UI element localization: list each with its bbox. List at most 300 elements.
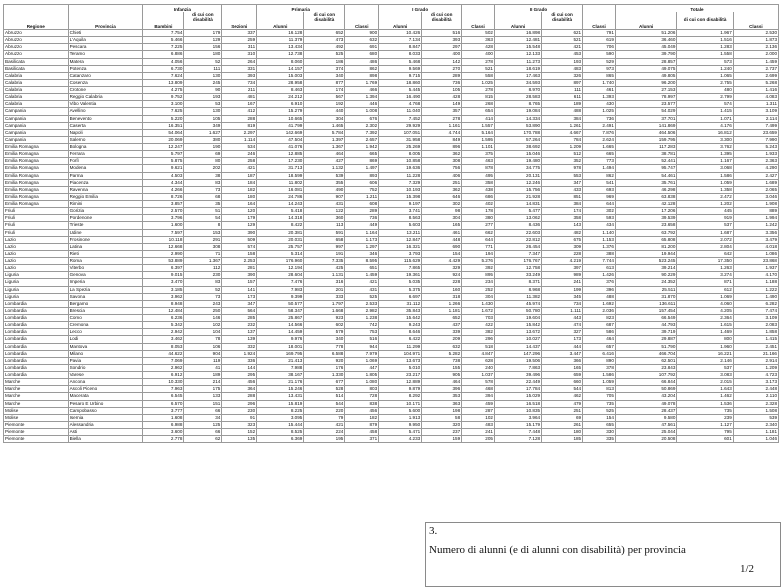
table-cell: 3.857 bbox=[143, 201, 184, 208]
col-header-bambini: Bambini bbox=[143, 22, 184, 30]
table-cell: 340 bbox=[304, 336, 345, 343]
table-cell: 488 bbox=[542, 108, 583, 115]
table-cell: 2.015 bbox=[677, 379, 733, 386]
table-cell: 12.668 bbox=[143, 243, 184, 250]
table-cell: 16.351 bbox=[143, 122, 184, 129]
table-cell: 1.242 bbox=[733, 222, 778, 229]
table-cell: 382 bbox=[462, 329, 495, 336]
table-cell: 191 bbox=[304, 250, 345, 257]
table-cell: 795 bbox=[677, 429, 733, 436]
table-cell: 422 bbox=[462, 322, 495, 329]
table-cell: 23.843 bbox=[615, 364, 677, 371]
table-cell: 1.140 bbox=[583, 229, 616, 236]
table-cell: 4.723 bbox=[733, 372, 778, 379]
table-cell: 586 bbox=[583, 329, 616, 336]
table-cell: 2.146 bbox=[677, 357, 733, 364]
table-cell: 464 bbox=[583, 336, 616, 343]
table-cell: 44.793 bbox=[615, 322, 677, 329]
table-cell: 1.595 bbox=[462, 136, 495, 143]
table-cell: 431 bbox=[304, 201, 345, 208]
cell-provincia: Isernia bbox=[68, 414, 143, 421]
table-row bbox=[4, 407, 779, 414]
table-cell: 427 bbox=[304, 158, 345, 165]
table-cell: 12.194 bbox=[257, 265, 304, 272]
table-cell: 47.504 bbox=[257, 136, 304, 143]
table-cell: 29.887 bbox=[615, 336, 677, 343]
table-cell: 6.397 bbox=[143, 265, 184, 272]
table-cell: 12.484 bbox=[143, 307, 184, 314]
table-cell: 525 bbox=[304, 51, 345, 58]
table-cell: 10.171 bbox=[379, 400, 422, 407]
table-cell: 8 bbox=[184, 222, 222, 229]
table-row bbox=[4, 350, 779, 357]
table-cell: 5.418 bbox=[257, 208, 304, 215]
table-cell: 18.860 bbox=[379, 79, 422, 86]
table-cell: 440 bbox=[304, 108, 345, 115]
table-row bbox=[4, 165, 779, 172]
table-cell: 590 bbox=[583, 51, 616, 58]
table-cell: 553 bbox=[542, 172, 583, 179]
table-cell: 4.170 bbox=[733, 272, 778, 279]
table-row bbox=[4, 129, 779, 136]
table-cell: 606 bbox=[345, 179, 379, 186]
table-cell: 8.225 bbox=[257, 407, 304, 414]
table-row bbox=[4, 51, 779, 58]
table-cell: 105 bbox=[422, 87, 462, 94]
table-cell: 652 bbox=[304, 30, 345, 37]
table-cell: 41 bbox=[184, 364, 222, 371]
table-cell: 388 bbox=[583, 250, 616, 257]
col-header-alunni-totale: Alunni bbox=[615, 22, 677, 30]
table-cell: 644 bbox=[583, 201, 616, 208]
table-cell: 690 bbox=[422, 243, 462, 250]
table-cell: 16.490 bbox=[379, 94, 422, 101]
table-cell: 1.330 bbox=[304, 372, 345, 379]
table-cell: 574 bbox=[677, 101, 733, 108]
col-header-classi-totale: Classi bbox=[733, 22, 778, 30]
table-cell: 43.204 bbox=[615, 393, 677, 400]
table-cell: 3.600 bbox=[143, 429, 184, 436]
table-cell: 1.600 bbox=[143, 222, 184, 229]
table-cell: 49.075 bbox=[615, 65, 677, 72]
table-cell: 363 bbox=[462, 37, 495, 44]
table-cell: 12.889 bbox=[379, 379, 422, 386]
cell-provincia: Genova bbox=[68, 272, 143, 279]
table-cell: 2.340 bbox=[733, 421, 778, 428]
table-cell: 117.283 bbox=[615, 144, 677, 151]
table-cell: 1.942 bbox=[345, 144, 379, 151]
table-cell: 1.202 bbox=[677, 201, 733, 208]
cell-regione: Lazio bbox=[4, 250, 69, 257]
table-cell: 38.692 bbox=[494, 144, 541, 151]
table-cell: 1.240 bbox=[677, 65, 733, 72]
table-cell: 1.132 bbox=[304, 165, 345, 172]
table-cell: 803 bbox=[345, 386, 379, 393]
table-row bbox=[4, 144, 779, 151]
table-cell: 3.741 bbox=[379, 208, 422, 215]
table-cell: 362 bbox=[422, 151, 462, 158]
table-row bbox=[4, 136, 779, 143]
table-cell: 646 bbox=[422, 193, 462, 200]
caption-number: 3. bbox=[429, 525, 438, 537]
table-cell: 130 bbox=[184, 108, 222, 115]
table-cell: 149 bbox=[422, 101, 462, 108]
table-cell: 890 bbox=[583, 357, 616, 364]
table-cell: 139 bbox=[222, 336, 257, 343]
table-cell: 304 bbox=[462, 293, 495, 300]
cell-provincia: Macerata bbox=[68, 393, 143, 400]
table-cell: 289 bbox=[422, 72, 462, 79]
table-cell: 3.109 bbox=[733, 108, 778, 115]
table-cell: 11.379 bbox=[257, 37, 304, 44]
table-cell: 1.586 bbox=[677, 172, 733, 179]
table-cell: 1.297 bbox=[345, 243, 379, 250]
table-cell: 1.960 bbox=[677, 343, 733, 350]
table-cell: 396 bbox=[583, 286, 616, 293]
table-cell: 4.266 bbox=[143, 186, 184, 193]
table-cell: 331 bbox=[222, 65, 257, 72]
table-row bbox=[4, 250, 779, 257]
table-cell: 13.809 bbox=[143, 79, 184, 86]
table-cell: 897 bbox=[542, 79, 583, 86]
table-cell: 1.080 bbox=[345, 379, 379, 386]
table-cell: 156 bbox=[184, 44, 222, 51]
table-cell: 434 bbox=[583, 222, 616, 229]
table-cell: 358 bbox=[542, 215, 583, 222]
table-cell: 539 bbox=[304, 172, 345, 179]
table-cell: 659 bbox=[542, 372, 583, 379]
table-cell: 296 bbox=[222, 400, 257, 407]
table-cell: 28.437 bbox=[615, 407, 677, 414]
table-cell: 159 bbox=[422, 436, 462, 443]
cell-provincia: Trieste bbox=[68, 222, 143, 229]
table-cell: 29.929 bbox=[379, 122, 422, 129]
table-cell: 105 bbox=[184, 115, 222, 122]
cell-regione: Piemonte bbox=[4, 436, 69, 443]
table-cell: 6.988 bbox=[143, 421, 184, 428]
table-cell: 3.274 bbox=[677, 272, 733, 279]
table-cell: 54.029 bbox=[615, 108, 677, 115]
table-cell: 421 bbox=[304, 421, 345, 428]
table-cell: 144 bbox=[222, 364, 257, 371]
cell-provincia: Imperia bbox=[68, 279, 143, 286]
table-cell: 1.908 bbox=[733, 201, 778, 208]
table-cell: 122 bbox=[304, 208, 345, 215]
table-cell: 31.713 bbox=[257, 165, 304, 172]
table-cell: 400 bbox=[462, 51, 495, 58]
table-cell: 5.035 bbox=[379, 279, 422, 286]
table-cell: 784 bbox=[542, 136, 583, 143]
table-cell: 2.914 bbox=[733, 357, 778, 364]
table-cell: 488 bbox=[583, 293, 616, 300]
table-cell: 5.445 bbox=[379, 87, 422, 94]
table-cell: 179 bbox=[222, 215, 257, 222]
table-cell: 662 bbox=[462, 229, 495, 236]
table-cell: 7.335 bbox=[304, 258, 345, 265]
table-cell: 107.051 bbox=[379, 129, 422, 136]
table-cell: 6.236 bbox=[143, 315, 184, 322]
table-cell: 9.621 bbox=[143, 165, 184, 172]
table-cell: 660 bbox=[542, 379, 583, 386]
table-cell: 240 bbox=[462, 364, 495, 371]
table-cell: 447 bbox=[345, 364, 379, 371]
table-cell: 6.697 bbox=[379, 293, 422, 300]
table-cell: 20.069 bbox=[143, 136, 184, 143]
table-cell: 21.928 bbox=[494, 193, 541, 200]
table-cell: 268 bbox=[462, 101, 495, 108]
table-cell: 277 bbox=[462, 222, 495, 229]
table-row bbox=[4, 151, 779, 158]
table-cell: 900 bbox=[345, 30, 379, 37]
table-cell: 5.342 bbox=[143, 322, 184, 329]
table-cell: 23.868 bbox=[733, 258, 778, 265]
table-cell: 611 bbox=[542, 94, 583, 101]
table-cell: 258 bbox=[222, 158, 257, 165]
table-cell: 574 bbox=[222, 243, 257, 250]
table-cell: 78 bbox=[184, 336, 222, 343]
table-cell: 8.033 bbox=[379, 51, 422, 58]
table-cell: 1.769 bbox=[345, 79, 379, 86]
table-cell: 278 bbox=[462, 58, 495, 65]
table-cell: 1.059 bbox=[583, 379, 616, 386]
table-cell: 190 bbox=[184, 144, 222, 151]
table-cell: 3.447 bbox=[542, 350, 583, 357]
table-cell: 529 bbox=[583, 58, 616, 65]
table-cell: 46.298 bbox=[615, 186, 677, 193]
table-cell: 22.603 bbox=[494, 229, 541, 236]
table-cell: 9.197 bbox=[379, 201, 422, 208]
table-cell: 438 bbox=[462, 186, 495, 193]
table-cell: 1.393 bbox=[583, 94, 616, 101]
cell-regione: Friuli bbox=[4, 222, 69, 229]
table-row bbox=[4, 265, 779, 272]
table-cell: 1.416 bbox=[733, 87, 778, 94]
cell-regione: Lombardia bbox=[4, 372, 69, 379]
col-header-alunni-primaria: Alunni bbox=[257, 22, 304, 30]
cell-provincia: Pordenone bbox=[68, 215, 143, 222]
table-cell: 120 bbox=[222, 208, 257, 215]
table-cell: 736 bbox=[583, 115, 616, 122]
table-cell: 969 bbox=[583, 193, 616, 200]
table-cell: 461 bbox=[422, 229, 462, 236]
cell-regione: Emilia Romagna bbox=[4, 158, 69, 165]
table-cell: 15.548 bbox=[494, 44, 541, 51]
table-cell: 304 bbox=[304, 115, 345, 122]
cell-regione: Liguria bbox=[4, 286, 69, 293]
table-cell: 734 bbox=[222, 79, 257, 86]
table-cell: 83 bbox=[184, 179, 222, 186]
table-cell: 50.577 bbox=[257, 300, 304, 307]
table-cell: 9.569 bbox=[379, 65, 422, 72]
table-cell: 642 bbox=[677, 250, 733, 257]
table-cell: 66 bbox=[184, 429, 222, 436]
table-cell: 98 bbox=[422, 208, 462, 215]
table-cell: 95.747 bbox=[615, 165, 677, 172]
table-cell: 1.046 bbox=[733, 436, 778, 443]
table-cell: 8.292 bbox=[379, 393, 422, 400]
table-cell: 771 bbox=[462, 243, 495, 250]
table-cell: 6.416 bbox=[583, 350, 616, 357]
table-cell: 4.205 bbox=[677, 307, 733, 314]
table-cell: 39.214 bbox=[615, 265, 677, 272]
table-cell: 896 bbox=[422, 144, 462, 151]
table-cell: 295 bbox=[222, 372, 257, 379]
table-cell: 1.153 bbox=[583, 236, 616, 243]
table-cell: 1.557 bbox=[462, 122, 495, 129]
table-cell: 1.508 bbox=[733, 407, 778, 414]
table-cell: 11.802 bbox=[257, 179, 304, 186]
table-cell: 39.496 bbox=[494, 372, 541, 379]
table-cell: 376 bbox=[583, 279, 616, 286]
table-cell: 474 bbox=[542, 322, 583, 329]
table-cell: 2.448 bbox=[733, 386, 778, 393]
table-cell: 1.967 bbox=[677, 30, 733, 37]
table-cell: 17.206 bbox=[615, 208, 677, 215]
table-cell: 412 bbox=[222, 108, 257, 115]
table-cell: 125 bbox=[184, 421, 222, 428]
table-cell: 259 bbox=[222, 37, 257, 44]
table-cell: 7.876 bbox=[583, 129, 616, 136]
cell-regione: Lombardia bbox=[4, 300, 69, 307]
table-cell: 1.415 bbox=[677, 108, 733, 115]
table-cell: 612 bbox=[677, 286, 733, 293]
page-indicator: 1/2 bbox=[739, 563, 754, 575]
table-cell: 52 bbox=[184, 58, 222, 65]
table-cell: 50.780 bbox=[494, 307, 541, 314]
table-cell: 16.128 bbox=[257, 30, 304, 37]
table-cell: 658 bbox=[304, 236, 345, 243]
table-cell: 849 bbox=[422, 136, 462, 143]
table-cell: 1.740 bbox=[583, 79, 616, 86]
table-cell: 3.762 bbox=[677, 144, 733, 151]
table-cell: 104 bbox=[184, 329, 222, 336]
table-cell: 9.752 bbox=[143, 94, 184, 101]
table-cell: 8.525 bbox=[257, 429, 304, 436]
table-cell: 2.000 bbox=[733, 51, 778, 58]
table-cell: 14.831 bbox=[494, 201, 541, 208]
table-cell: 169.795 bbox=[257, 350, 304, 357]
table-cell: 651 bbox=[345, 265, 379, 272]
table-cell: 33.249 bbox=[494, 272, 541, 279]
table-cell: 371 bbox=[345, 436, 379, 443]
table-cell: 619 bbox=[583, 37, 616, 44]
table-cell: 823 bbox=[583, 315, 616, 322]
table-cell: 232 bbox=[222, 322, 257, 329]
table-cell: 12.246 bbox=[494, 179, 541, 186]
table-cell: 5.282 bbox=[422, 350, 462, 357]
table-cell: 53.889 bbox=[143, 258, 184, 265]
table-cell: 13.434 bbox=[257, 44, 304, 51]
table-cell: 182 bbox=[345, 414, 379, 421]
table-cell: 380 bbox=[184, 136, 222, 143]
cell-regione: Emilia Romagna bbox=[4, 144, 69, 151]
cell-regione: Lazio bbox=[4, 236, 69, 243]
table-cell: 25.269 bbox=[379, 144, 422, 151]
cell-regione: Calabria bbox=[4, 79, 69, 86]
table-cell: 230 bbox=[222, 407, 257, 414]
table-cell: 153 bbox=[184, 229, 222, 236]
table-cell: 45.974 bbox=[494, 300, 541, 307]
cell-provincia: Piacenza bbox=[68, 179, 143, 186]
table-cell: 468 bbox=[462, 386, 495, 393]
cell-regione: Friuli bbox=[4, 229, 69, 236]
table-cell: 14.318 bbox=[257, 215, 304, 222]
table-row bbox=[4, 229, 779, 236]
cell-provincia: Cosenza bbox=[68, 79, 143, 86]
table-cell: 2.065 bbox=[733, 186, 778, 193]
cell-provincia: Pesaro E Urbino bbox=[68, 400, 143, 407]
col-header-classi-ii-grado: Classi bbox=[583, 22, 616, 30]
table-cell: 25.044 bbox=[615, 429, 677, 436]
table-cell: 24.352 bbox=[615, 279, 677, 286]
table-row bbox=[4, 72, 779, 79]
table-cell: 791 bbox=[583, 30, 616, 37]
table-cell: 3.185 bbox=[143, 286, 184, 293]
table-cell: 573 bbox=[677, 58, 733, 65]
col-header-classi-primaria: Classi bbox=[345, 22, 379, 30]
table-cell: 1.164 bbox=[345, 229, 379, 236]
cell-provincia: L'Aquila bbox=[68, 37, 143, 44]
table-row bbox=[4, 400, 779, 407]
table-cell: 4.176 bbox=[677, 122, 733, 129]
table-cell: 15.756 bbox=[494, 186, 541, 193]
table-cell: 6.422 bbox=[379, 336, 422, 343]
table-cell: 1.065 bbox=[677, 72, 733, 79]
table-cell: 106 bbox=[184, 343, 222, 350]
table-cell: 333 bbox=[304, 293, 345, 300]
table-cell: 655 bbox=[583, 421, 616, 428]
table-cell: 396 bbox=[422, 386, 462, 393]
table-cell: 141 bbox=[222, 286, 257, 293]
cell-provincia: Chieti bbox=[68, 30, 143, 37]
table-cell: 15.029 bbox=[494, 393, 541, 400]
table-cell: 481 bbox=[222, 94, 257, 101]
group-header-infanzia: Infanzia bbox=[143, 5, 222, 13]
table-row bbox=[4, 329, 779, 336]
table-cell: 736 bbox=[345, 215, 379, 222]
table-cell: 180 bbox=[222, 193, 257, 200]
table-cell: 483 bbox=[462, 421, 495, 428]
table-row bbox=[4, 101, 779, 108]
table-cell: 65.808 bbox=[615, 236, 677, 243]
table-cell: 541 bbox=[583, 179, 616, 186]
table-row bbox=[4, 293, 779, 300]
table-cell: 537 bbox=[677, 222, 733, 229]
table-cell: 7.983 bbox=[257, 286, 304, 293]
table-cell: 15.279 bbox=[257, 108, 304, 115]
table-cell: 154 bbox=[583, 414, 616, 421]
table-row bbox=[4, 258, 779, 265]
table-cell: 14.437 bbox=[494, 343, 541, 350]
table-cell: 819 bbox=[222, 122, 257, 129]
table-row bbox=[4, 272, 779, 279]
table-row bbox=[4, 201, 779, 208]
table-cell: 8.595 bbox=[345, 258, 379, 265]
cell-provincia: Salerno bbox=[68, 136, 143, 143]
table-cell: 66.549 bbox=[615, 315, 677, 322]
table-cell: 756 bbox=[422, 165, 462, 172]
table-cell: 2.699 bbox=[733, 72, 778, 79]
table-cell: 23.659 bbox=[733, 129, 778, 136]
table-cell: 919 bbox=[677, 215, 733, 222]
table-cell: 773 bbox=[583, 158, 616, 165]
table-cell: 898 bbox=[345, 72, 379, 79]
table-cell: 5.243 bbox=[733, 144, 778, 151]
table-cell: 1.311 bbox=[733, 101, 778, 108]
table-cell: 482 bbox=[542, 229, 583, 236]
table-cell: 51.206 bbox=[615, 30, 677, 37]
table-cell: 14.157 bbox=[257, 65, 304, 72]
